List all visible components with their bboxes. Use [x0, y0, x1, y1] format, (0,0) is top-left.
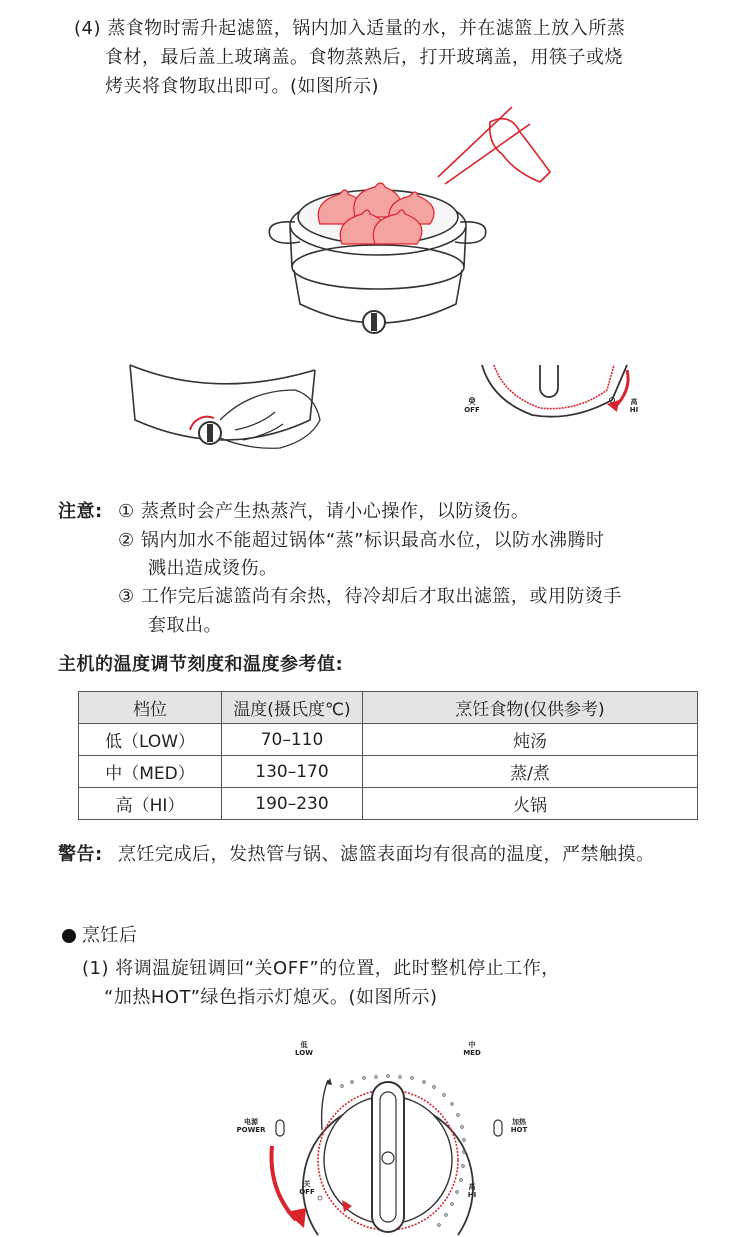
- step4-line1: (4) 蒸食物时需升起滤篮，锅内加入适量的水，并在滤篮上放入所蒸: [74, 18, 626, 39]
- dial-off-label: 关 OFF: [299, 1180, 315, 1196]
- after-line2: “加热HOT”绿色指示灯熄灭。(如图所示): [104, 987, 438, 1008]
- table-cell: 70–110: [222, 724, 363, 756]
- table-header-cell: 烹饪食物(仅供参考): [363, 692, 698, 724]
- table-cell: 蒸/煮: [363, 756, 698, 788]
- table-cell: 火锅: [363, 788, 698, 820]
- dial-partial-illustration: [462, 360, 642, 455]
- table-cell: 低（LOW）: [79, 724, 222, 756]
- table-header-row: [79, 692, 698, 724]
- bullet-icon: [62, 929, 76, 943]
- note-1: ① 蒸煮时会产生热蒸汽，请小心操作，以防烫伤。: [118, 501, 530, 522]
- table-cell: 中（MED）: [79, 756, 222, 788]
- table-cell: 190–230: [222, 788, 363, 820]
- dial-heat-label: 加热 HOT: [510, 1118, 528, 1134]
- table-title: 主机的温度调节刻度和温度参考值:: [58, 654, 344, 675]
- notes-label: 注意:: [58, 501, 103, 522]
- pot-knob-hand-illustration: [125, 360, 335, 455]
- warning-label: 警告:: [58, 844, 103, 865]
- note-3b: 套取出。: [148, 615, 222, 636]
- note-3a: ③ 工作完后滤篮尚有余热，待冷却后才取出滤篮，或用防烫手: [118, 586, 622, 607]
- table-cell: 高（HI）: [79, 788, 222, 820]
- steamer-pot-illustration: [250, 92, 560, 352]
- partial-hi-label: 高 HI: [629, 398, 639, 414]
- table-header-cell: 档位: [79, 692, 222, 724]
- table-row: [79, 724, 698, 756]
- dial-power-label: 电源 POWER: [236, 1118, 266, 1134]
- temperature-dial-illustration: [250, 1040, 510, 1237]
- table-row: [79, 756, 698, 788]
- step4-line3: 烤夹将食物取出即可。(如图所示): [105, 76, 380, 97]
- dial-hi-label: 高 HI: [467, 1183, 477, 1199]
- dial-med-label: 中 MED: [463, 1041, 481, 1057]
- after-line1: (1) 将调温旋钮调回“关OFF”的位置，此时整机停止工作，: [82, 958, 560, 979]
- after-heading: 烹饪后: [82, 925, 138, 946]
- step4-line2: 食材，最后盖上玻璃盖。食物蒸熟后，打开玻璃盖，用筷子或烧: [105, 47, 623, 68]
- table-header-cell: 温度(摄氏度℃): [222, 692, 363, 724]
- dial-low-label: 低 LOW: [295, 1041, 313, 1057]
- table-cell: 炖汤: [363, 724, 698, 756]
- note-2b: 溅出造成烫伤。: [148, 558, 278, 579]
- warning-text: 烹饪完成后，发热管与锅、滤篮表面均有很高的温度，严禁触摸。: [118, 844, 655, 865]
- table-row: [79, 788, 698, 820]
- partial-off-label: 关 OFF: [464, 398, 480, 414]
- note-2a: ② 锅内加水不能超过锅体“蒸”标识最高水位，以防水沸腾时: [118, 530, 605, 551]
- table-cell: 130–170: [222, 756, 363, 788]
- temperature-reference-table: [78, 691, 698, 820]
